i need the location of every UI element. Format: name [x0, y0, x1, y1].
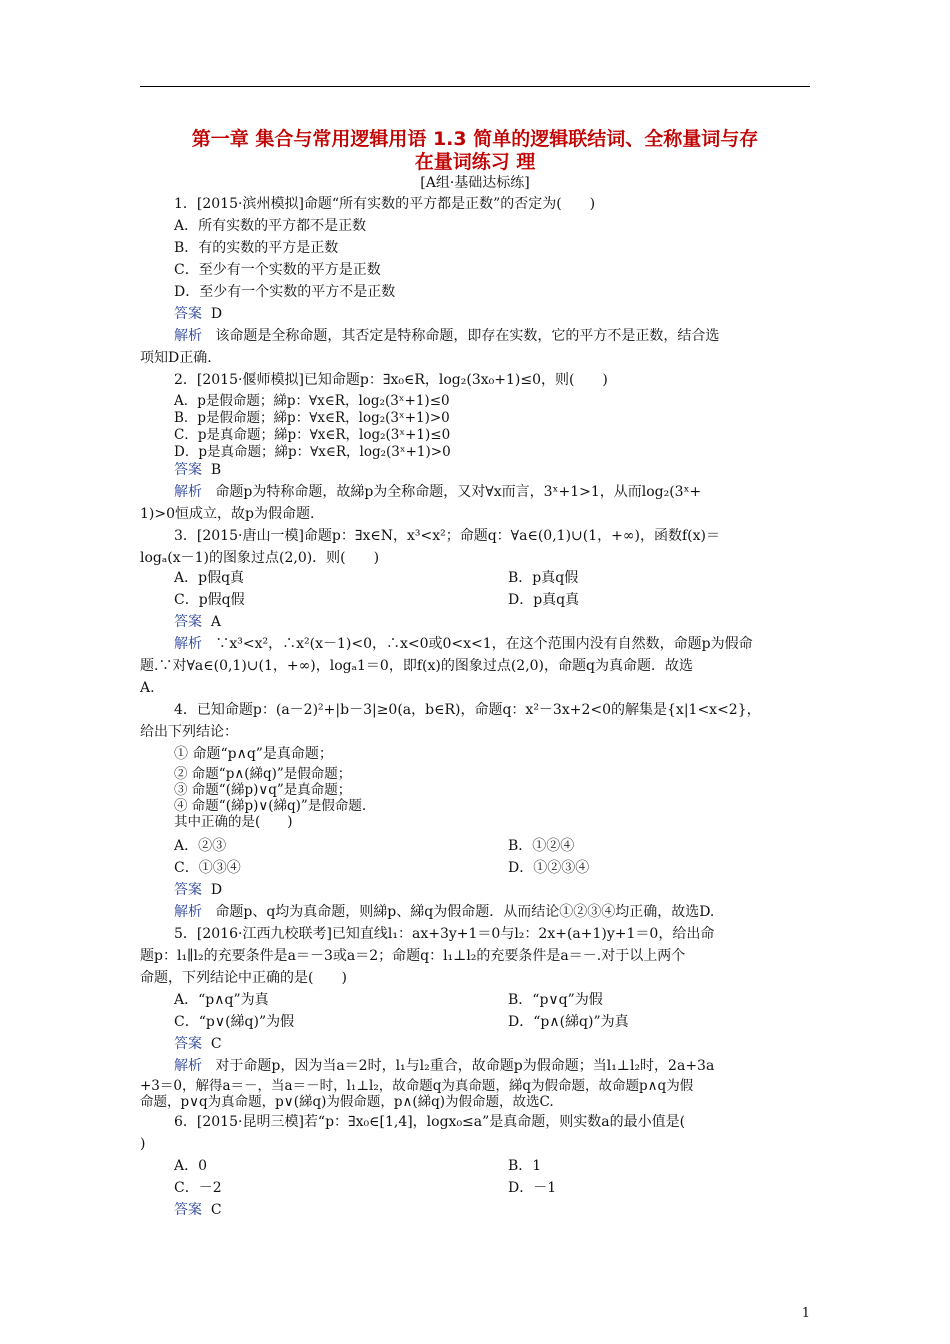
- q5-analysis-cont-1: +3＝0，解得a＝－，当a＝－时，l₁⊥l₂，故命题q为真命题，綈q为假命题，故命题p∧q为假: [140, 1078, 694, 1094]
- q4-prompt: 其中正确的是( ): [174, 814, 293, 830]
- q5-stem: 5．[2016·江西九校联考]已知直线l₁：ax+3y+1＝0与l₂：2x+(a+1)y+1＝0，给出命: [174, 926, 715, 942]
- analysis-text: 对于命题p，因为当a＝2时，l₁与l₂重合，故命题p为假命题；当l₁⊥l₂时，2a+3a: [215, 1058, 715, 1074]
- answer-label: 答案: [174, 614, 202, 630]
- q4-statement-2: ② 命题“p∧(綈q)”是假命题；: [174, 766, 352, 782]
- analysis-label: 解析: [174, 1058, 202, 1074]
- q6-option-b: B．1: [508, 1158, 542, 1174]
- q5-answer: [174, 1034, 844, 1054]
- q6-option-c: C．－2: [174, 1180, 222, 1196]
- q1-analysis: [174, 326, 844, 346]
- q5-option-c: C．“p∨(綈q)”为假: [174, 1014, 295, 1030]
- q4-stem-cont: 给出下列结论：: [140, 724, 238, 740]
- q6-stem: 6．[2015·昆明三模]若“p：∃x₀∈[1,4]，logx₀≤a”是真命题，则实数a的最小值是(: [174, 1114, 686, 1130]
- answer-value: B: [210, 462, 222, 478]
- answer-label: 答案: [174, 1036, 202, 1052]
- page-number: 1: [801, 1306, 810, 1321]
- q4-answer: [174, 880, 844, 900]
- analysis-label: 解析: [174, 904, 202, 920]
- q5-option-a: A．“p∧q”为真: [174, 992, 269, 1008]
- answer-label: 答案: [174, 462, 202, 478]
- q3-option-d: D．p真q真: [508, 592, 580, 608]
- header-rule: [140, 86, 810, 87]
- q4-statement-4: ④ 命题“(綈p)∨(綈q)”是假命题.: [174, 798, 367, 814]
- q2-option-a: A．p是假命题；綈p：∀x∈R，log₂(3ˣ+1)≤0: [174, 393, 450, 409]
- q2-analysis-cont: 1)>0恒成立，故p为假命题.: [140, 506, 315, 522]
- q1-option-c: C．至少有一个实数的平方是正数: [174, 262, 381, 278]
- analysis-text: 该命题是全称命题，其否定是特称命题，即存在实数，它的平方不是正数，结合选: [215, 328, 720, 344]
- q4-option-a: A．②③: [174, 838, 227, 854]
- page-title: [140, 128, 810, 174]
- q3-stem-cont: logₐ(x－1)的图象过点(2,0)．则( ): [140, 550, 380, 566]
- answer-value: A: [210, 614, 222, 630]
- q2-option-d: D．p是真命题；綈p：∀x∈R，log₂(3ˣ+1)>0: [174, 444, 451, 460]
- q3-analysis: [174, 634, 844, 654]
- answer-label: 答案: [174, 1202, 202, 1218]
- q2-answer: [174, 460, 844, 480]
- q1-stem: 1．[2015·滨州模拟]命题“所有实数的平方都是正数”的否定为( ): [174, 196, 596, 212]
- answer-label: 答案: [174, 882, 202, 898]
- q2-option-b: B．p是假命题；綈p：∀x∈R，log₂(3ˣ+1)>0: [174, 410, 450, 426]
- q4-option-d: D．①②③④: [508, 860, 590, 876]
- q3-option-b: B．p真q假: [508, 570, 579, 586]
- analysis-label: 解析: [174, 328, 202, 344]
- analysis-label: 解析: [174, 636, 202, 652]
- q3-stem: 3．[2015·唐山一模]命题p：∃x∈N，x³<x²；命题q：∀a∈(0,1)∪(1，+∞)，函数f(x)＝: [174, 528, 720, 544]
- q4-statement-3: ③ 命题“(綈p)∨q”是真命题；: [174, 782, 352, 798]
- q6-answer: [174, 1200, 844, 1220]
- analysis-text: 命题p为特称命题，故綈p为全称命题，又对∀x而言，3ˣ+1>1，从而log₂(3ˣ+: [215, 484, 702, 500]
- analysis-label: 解析: [174, 484, 202, 500]
- section-heading: [A组·基础达标练]: [420, 175, 530, 191]
- q5-option-b: B．“p∨q”为假: [508, 992, 603, 1008]
- q2-stem: 2．[2015·偃师模拟]已知命题p：∃x₀∈R，log₂(3x₀+1)≤0，则( ): [174, 372, 608, 388]
- q1-option-b: B．有的实数的平方是正数: [174, 240, 339, 256]
- title-line-2: 在量词练习 理: [414, 151, 536, 173]
- q1-analysis-cont: 项知D正确.: [140, 350, 212, 366]
- q3-option-a: A．p假q真: [174, 570, 245, 586]
- q5-stem-cont-2: 命题，下列结论中正确的是( ): [140, 970, 347, 986]
- q1-answer: [174, 304, 844, 324]
- q4-option-b: B．①②④: [508, 838, 575, 854]
- q2-analysis: [174, 482, 844, 502]
- q3-option-c: C．p假q假: [174, 592, 245, 608]
- answer-value: D: [210, 306, 223, 322]
- answer-value: C: [210, 1202, 222, 1218]
- analysis-text: ∵x³<x²，∴x²(x－1)<0，∴x<0或0<x<1，在这个范围内没有自然数，命题p为假命: [215, 636, 753, 652]
- q5-option-d: D．“p∧(綈q)”为真: [508, 1014, 629, 1030]
- q3-analysis-cont-1: 题.∵对∀a∈(0,1)∪(1，+∞)，logₐ1＝0，即f(x)的图象过点(2,0)，命题q为真命题．故选: [140, 658, 693, 674]
- q6-option-a: A．0: [174, 1158, 208, 1174]
- analysis-text: 命题p、q均为真命题，则綈p、綈q为假命题．从而结论①②③④均正确，故选D.: [215, 904, 715, 920]
- q1-option-a: A．所有实数的平方都不是正数: [174, 218, 367, 234]
- q3-answer: [174, 612, 844, 632]
- q4-stem: 4．已知命题p：(a－2)²+|b－3|≥0(a，b∈R)，命题q：x²－3x+2<0的解集是{x|1<x<2}，: [174, 702, 761, 718]
- q3-analysis-cont-2: A.: [140, 680, 155, 696]
- answer-label: 答案: [174, 306, 202, 322]
- q4-statement-1: ① 命题“p∧q”是真命题；: [174, 746, 333, 762]
- q4-analysis: [174, 902, 844, 922]
- q6-option-d: D．－1: [508, 1180, 557, 1196]
- q4-option-c: C．①③④: [174, 860, 241, 876]
- q1-option-d: D．至少有一个实数的平方不是正数: [174, 284, 396, 300]
- q5-stem-cont-1: 题p：l₁∥l₂的充要条件是a＝－3或a＝2；命题q：l₁⊥l₂的充要条件是a＝－.对于以上两个: [140, 948, 686, 964]
- q2-option-c: C．p是真命题；綈p：∀x∈R，log₂(3ˣ+1)≤0: [174, 427, 451, 443]
- title-line-1: 第一章 集合与常用逻辑用语 1.3 简单的逻辑联结词、全称量词与存: [191, 128, 759, 150]
- answer-value: D: [210, 882, 223, 898]
- answer-value: C: [210, 1036, 222, 1052]
- q5-analysis: [174, 1056, 844, 1076]
- q5-analysis-cont-2: 命题，p∨q为真命题，p∨(綈q)为假命题，p∧(綈q)为假命题，故选C.: [140, 1094, 554, 1110]
- q6-stem-cont: ): [140, 1136, 146, 1152]
